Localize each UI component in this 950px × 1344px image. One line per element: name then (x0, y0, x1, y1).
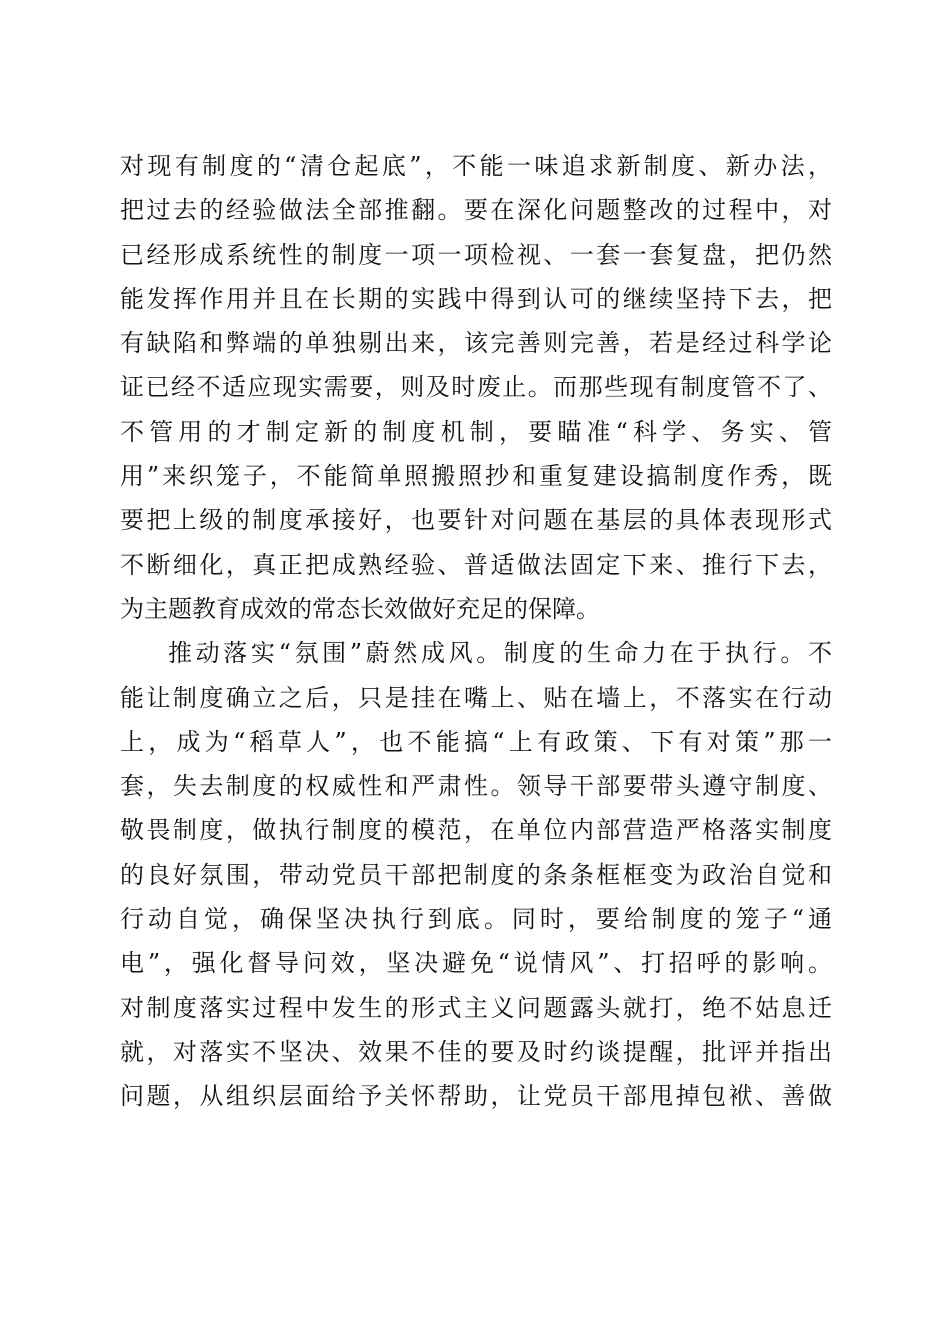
text-line: 的良好氛围，带动党员干部把制度的条条框框变为政治自觉和 (120, 860, 832, 889)
text-line: 能发挥作用并且在长期的实践中得到认可的继续坚持下去，把 (120, 284, 832, 313)
text-line: 问题，从组织层面给予关怀帮助，让党员干部甩掉包袱、善做 (120, 1082, 832, 1111)
text-line: 为主题教育成效的常态长效做好充足的保障。 (120, 594, 600, 623)
body-text (120, 144, 832, 1119)
text-line: 不断细化，真正把成熟经验、普适做法固定下来、推行下去， (120, 550, 832, 579)
text-line: 证已经不适应现实需要，则及时废止。而那些现有制度管不了、 (120, 373, 832, 402)
text-line: 用”来织笼子，不能简单照搬照抄和重复建设搞制度作秀，既 (120, 462, 832, 491)
text-line: 对现有制度的“清仓起底”，不能一味追求新制度、新办法， (120, 152, 832, 180)
text-line: 把过去的经验做法全部推翻。要在深化问题整改的过程中，对 (120, 196, 832, 225)
text-line: 已经形成系统性的制度一项一项检视、一套一套复盘，把仍然 (120, 240, 832, 269)
text-line: 不管用的才制定新的制度机制，要瞄准“科学、务实、管 (120, 417, 832, 446)
text-line: 敬畏制度，做执行制度的模范，在单位内部营造严格落实制度 (120, 816, 832, 845)
text-line: 就，对落实不坚决、效果不佳的要及时约谈提醒，批评并指出 (120, 1037, 832, 1066)
text-line: 行动自觉，确保坚决执行到底。同时，要给制度的笼子“通 (120, 905, 832, 934)
text-line: 要把上级的制度承接好，也要针对问题在基层的具体表现形式 (120, 506, 832, 535)
text-line: 能让制度确立之后，只是挂在嘴上、贴在墙上，不落实在行动 (120, 683, 832, 712)
text-line: 电”，强化督导问效，坚决避免“说情风”、打招呼的影响。 (120, 949, 832, 978)
text-line: 套，失去制度的权威性和严肃性。领导干部要带头遵守制度、 (120, 772, 832, 801)
text-line: 上，成为“稻草人”，也不能搞“上有政策、下有对策”那一 (120, 727, 832, 756)
text-line: 有缺陷和弊端的单独剔出来，该完善则完善，若是经过科学论 (120, 329, 832, 358)
text-line: 对制度落实过程中发生的形式主义问题露头就打，绝不姑息迁 (120, 993, 832, 1022)
paragraph-start-line: 推动落实“氛围”蔚然成风。制度的生命力在于执行。不 (168, 639, 832, 668)
